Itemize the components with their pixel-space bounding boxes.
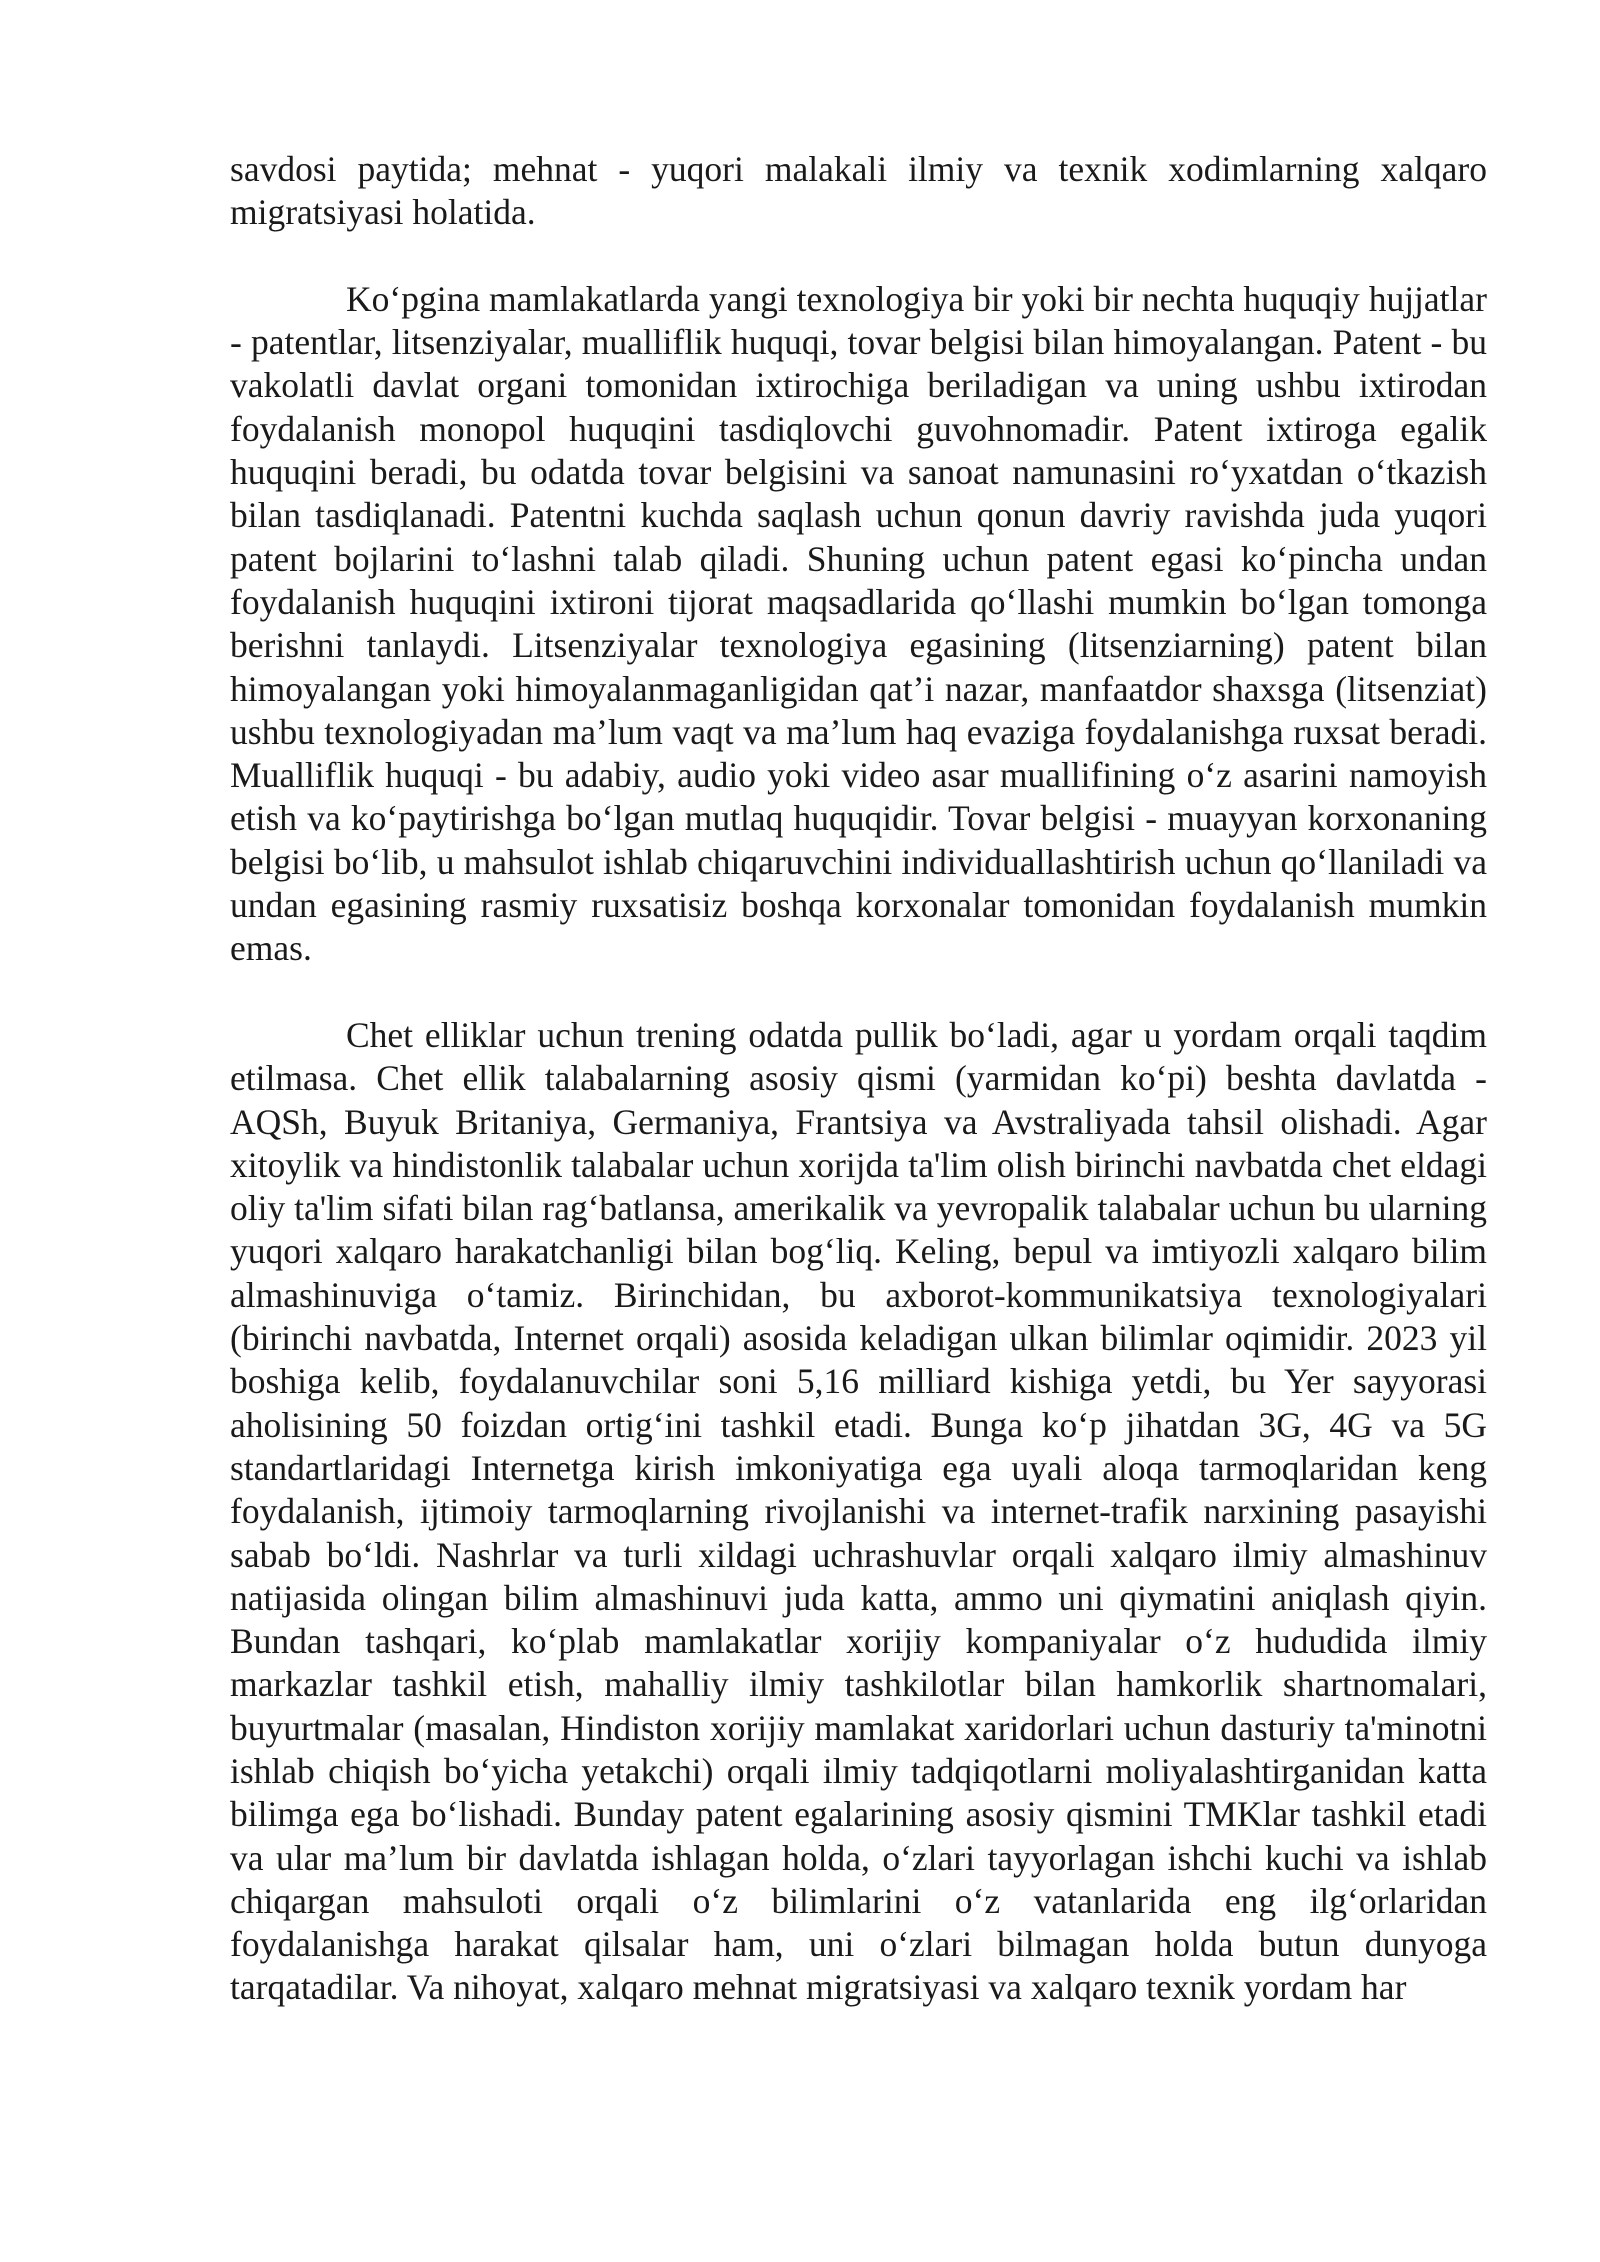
paragraph-continued: savdosi paytida; mehnat - yuqori malakali ilmiy va texnik xodimlarning xalqaro migratsiyasi holatida. bbox=[230, 149, 1487, 233]
document-page bbox=[230, 148, 1487, 2010]
paragraph-knowledge-exchange: Chet elliklar uchun trening odatda pullik bo‘ladi, agar u yordam orqali taqdim etilmasa. Chet ellik talabalarning asosiy qismi (yarmidan ko‘pi) beshta davlatda - AQSh, Buyuk Britaniya, Germaniya, Frantsiya va Avstraliyada tahsil olishadi. Agar xitoylik va hindistonlik talabalar uchun xorijda ta'lim olish birinchi navbatda chet eldagi oliy ta'lim sifati bilan rag‘batlansa, amerikalik va yevropalik talabalar uchun bu ularning yuqori xalqaro harakatchanligi bilan bog‘liq. Keling, bepul va imtiyozli xalqaro bilim almashinuviga o‘tamiz. Birinchidan, bu axborot-kommunikatsiya texnologiyalari (birinchi navbatda, Internet orqali) asosida keladigan ulkan bilimlar oqimidir. 2023 yil boshiga kelib, foydalanuvchilar soni 5,16 milliard kishiga yetdi, bu Yer sayyorasi aholisining 50 foizdan ortig‘ini tashkil etadi. Bunga ko‘p jihatdan 3G, 4G va 5G standartlaridagi Internetga kirish imkoniyatiga ega uyali aloqa tarmoqlaridan keng foydalanish, ijtimoiy tarmoqlarning rivojlanishi va internet-trafik narxining pasayishi sabab bo‘ldi. Nashrlar va turli xildagi uchrashuvlar orqali xalqaro ilmiy almashinuv natijasida olingan bilim almashinuvi juda katta, ammo uni qiymatini aniqlash qiyin. Bundan tashqari, ko‘plab mamlakatlar xorijiy kompaniyalar o‘z hududida ilmiy markazlar tashkil etish, mahalliy ilmiy tashkilotlar bilan hamkorlik shartnomalari, buyurtmalar (masalan, Hindiston xorijiy mamlakat xaridorlari uchun dasturiy ta'minotni ishlab chiqish bo‘yicha yetakchi) orqali ilmiy tadqiqotlarni moliyalashtirganidan katta bilimga ega bo‘lishadi. Bunday patent egalarining asosiy qismini TMKlar tashkil etadi va ular ma’lum bir davlatda ishlagan holda, o‘zlari tayyorlagan ishchi kuchi va ishlab chiqargan mahsuloti orqali o‘z bilimlarini o‘z vatanlarida eng ilg‘orlaridan foydalanishga harakat qilsalar ham, uni o‘zlari bilmagan holda butun dunyoga tarqatadilar. Va nihoyat, xalqaro mehnat migratsiyasi va xalqaro texnik yordam har bbox=[230, 1014, 1487, 2008]
paragraph-intellectual-property: Ko‘pgina mamlakatlarda yangi texnologiya bir yoki bir nechta huquqiy hujjatlar - patentlar, litsenziyalar, mualliflik huquqi, tovar belgisi bilan himoyalangan. Patent - bu vakolatli davlat organi tomonidan ixtirochiga beriladigan va uning ushbu ixtirodan foydalanish monopol huquqini tasdiqlovchi guvohnomadir. Patent ixtiroga egalik huquqini beradi, bu odatda tovar belgisini va sanoat namunasini ro‘yxatdan o‘tkazish bilan tasdiqlanadi. Patentni kuchda saqlash uchun qonun davriy ravishda juda yuqori patent bojlarini to‘lashni talab qiladi. Shuning uchun patent egasi ko‘pincha undan foydalanish huquqini ixtironi tijorat maqsadlarida qo‘llashi mumkin bo‘lgan tomonga berishni tanlaydi. Litsenziyalar texnologiya egasining (litsenziarning) patent bilan himoyalangan yoki himoyalanmaganligidan qat’i nazar, manfaatdor shaxsga (litsenziat) ushbu texnologiyadan ma’lum vaqt va ma’lum haq evaziga foydalanishga ruxsat beradi. Mualliflik huquqi - bu adabiy, audio yoki video asar muallifining o‘z asarini namoyish etish va ko‘paytirishga bo‘lgan mutlaq huquqidir. Tovar belgisi - muayyan korxonaning belgisi bo‘lib, u mahsulot ishlab chiqaruvchini individuallashtirish uchun qo‘llaniladi va undan egasining rasmiy ruxsatisiz boshqa korxonalar tomonidan foydalanish mumkin emas. bbox=[230, 278, 1487, 969]
